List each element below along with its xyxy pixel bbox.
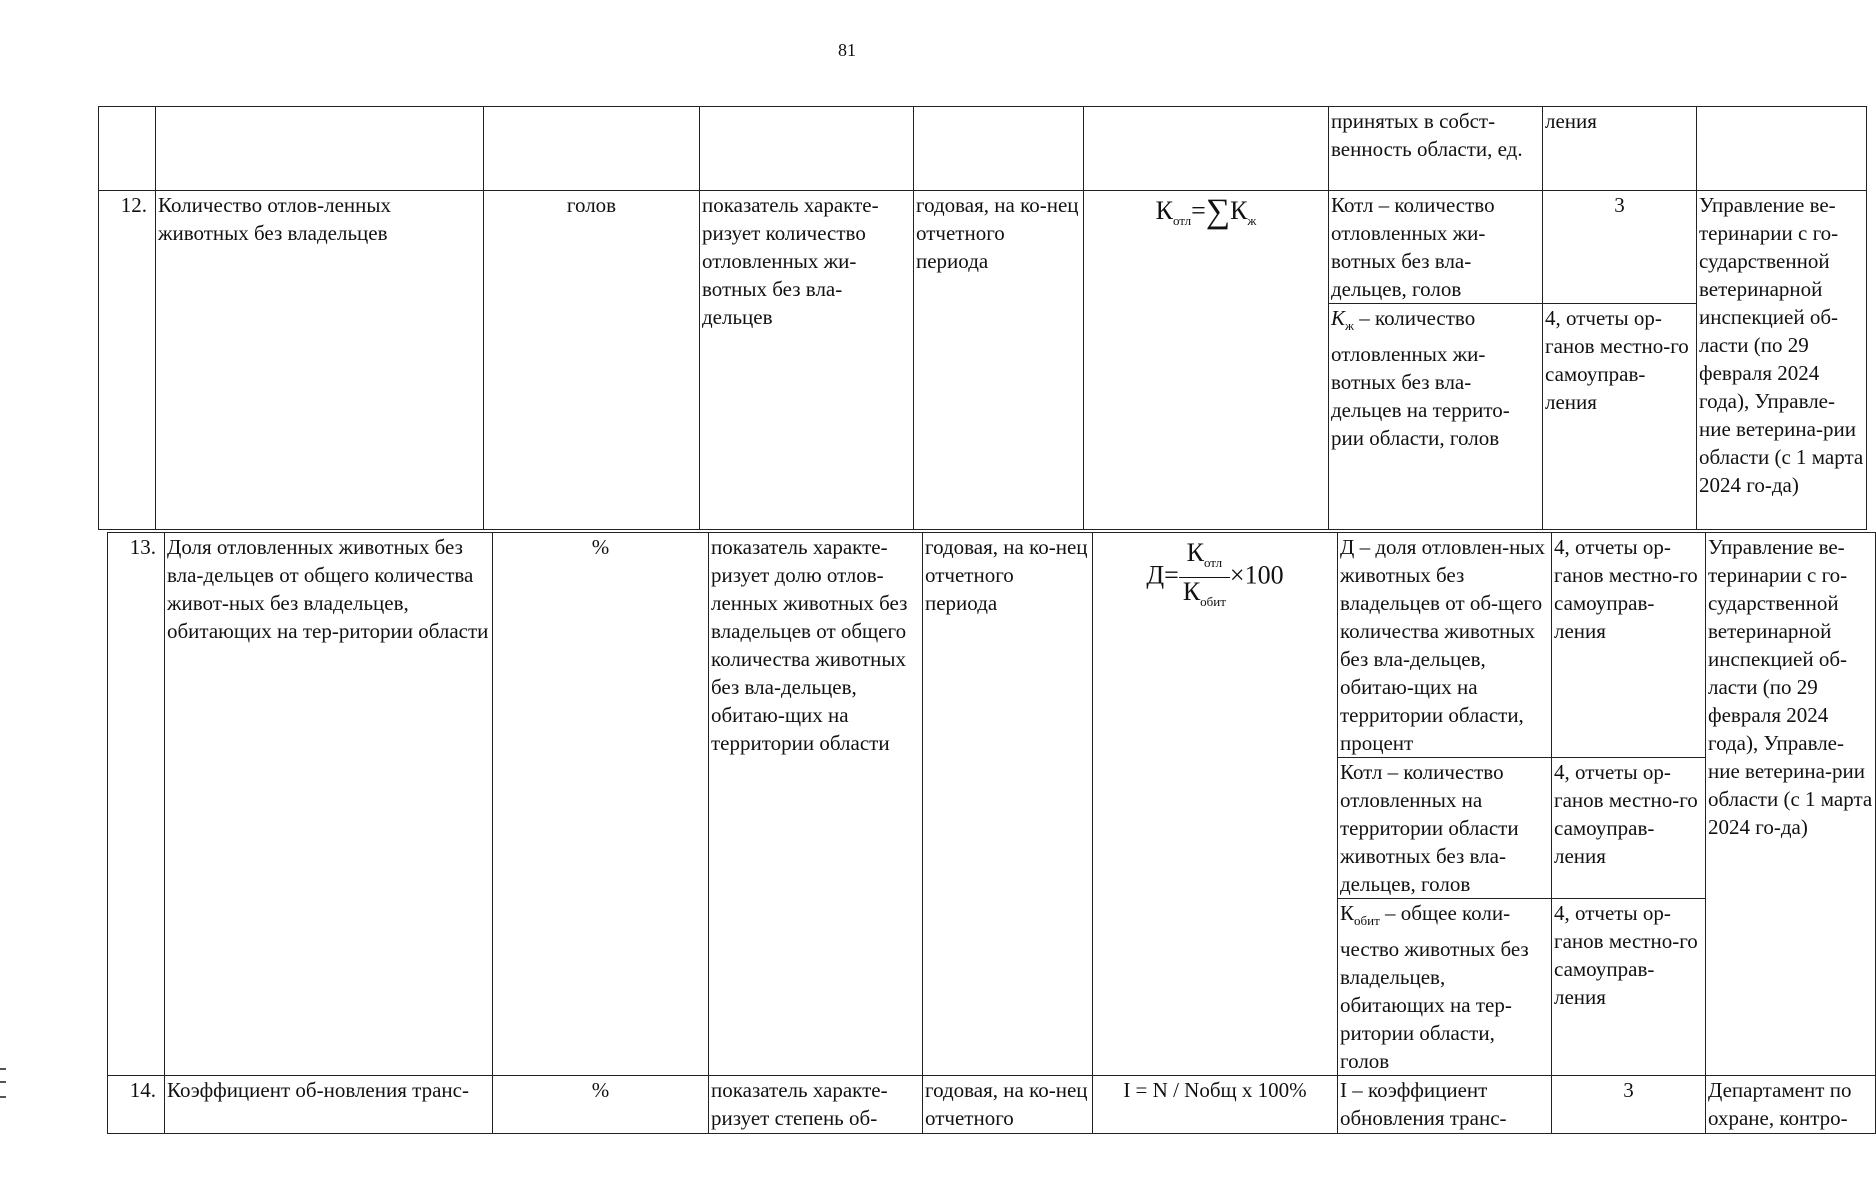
cont-period-cell: [914, 107, 1084, 191]
row-14-periodicity: годовая, на ко-нец отчетного: [923, 1076, 1093, 1134]
row-12-periodicity: годовая, на ко-нец отчетного периода: [914, 191, 1084, 530]
cont-resp-cell: [1697, 107, 1867, 191]
cont-num-cell: [99, 107, 156, 191]
row-13-variable-desc-2: Котл – количество отловленных на территории области животных без вла-дельцев, голов: [1338, 758, 1552, 899]
row-13-periodicity: годовая, на ко-нец отчетного периода: [923, 533, 1093, 1076]
cont-variable-desc: принятых в собст-венность области, ед.: [1329, 107, 1543, 191]
formula-k: К: [1155, 196, 1173, 225]
fraction-numerator: $К_{отл}$: [1179, 539, 1230, 578]
var-sub-obit: обит: [1354, 913, 1380, 929]
row-14-variable-desc-1: I – коэффициент обновления транс-: [1338, 1076, 1552, 1134]
formula-k2: К: [1230, 196, 1248, 225]
continuation-row: [99, 107, 1867, 191]
scan-edge-mark: [0, 1068, 6, 1098]
cont-formula-cell: [1084, 107, 1329, 191]
row-12-responsible: Управление ве-теринарии с го-сударственной ветеринарной инспекцией об-ласти (по 29 февраля 2024 года), Управле-ние ветерина-рии области (с 1 марта 2024 го-да): [1697, 191, 1867, 530]
row-12-number: 12.: [99, 191, 156, 530]
row-13-responsible: Управление ве-теринарии с го-сударственной ветеринарной инспекцией об-ласти (по 29 февраля 2024 года), Управле-ние ветерина-рии области (с 1 марта 2024 го-да): [1706, 533, 1876, 1076]
formula-fraction: [1179, 539, 1230, 616]
table-row-13-a: [108, 533, 1876, 758]
row-12-source-2: 4, отчеты ор-ганов местно-го самоуправ-ления: [1543, 304, 1697, 530]
row-12-variable-desc-1: Котл – количество отловленных жи-вотных без вла-дельцев, голов: [1329, 191, 1543, 304]
cont-name-cell: [156, 107, 484, 191]
row-12-definition: показатель характе-ризует количество отловленных жи-вотных без вла-дельцев: [700, 191, 914, 530]
row-14-definition: показатель характе-ризует степень об-: [709, 1076, 923, 1134]
row-12-source-1: 3: [1543, 191, 1697, 304]
row-12-indicator-name: Количество отлов-ленных животных без владельцев: [156, 191, 484, 530]
row-14-source-1: 3: [1552, 1076, 1706, 1134]
formula-d: Д=: [1146, 560, 1179, 590]
row-14-indicator-name: Коэффициент об-новления транс-: [165, 1076, 493, 1134]
row-14-number: 14.: [108, 1076, 165, 1134]
cont-def-cell: [700, 107, 914, 191]
sum-symbol: ∑: [1205, 193, 1231, 230]
indicator-table-lower: [107, 532, 1876, 1134]
row-12-variable-desc-2: [1329, 304, 1543, 530]
row-13-variable-desc-1: Д – доля отловлен-ных животных без владельцев от об-щего количества животных без вла-дельцев, обитаю-щих на территории области, процент: [1338, 533, 1552, 758]
row-13-unit: %: [493, 533, 709, 1076]
formula-multiplier: ×100: [1229, 560, 1284, 590]
fraction-denominator: $К_{обит}$: [1182, 577, 1226, 610]
var-desc-text: – общее коли-чество животных без владельцев, обитающих на тер-ритории области, голов: [1340, 901, 1529, 1074]
row-12-formula: [1084, 191, 1329, 530]
formula-sub-zh: ж: [1247, 213, 1257, 229]
var-k: К: [1340, 901, 1355, 925]
cont-unit-cell: [484, 107, 700, 191]
table-row-14: [108, 1076, 1876, 1134]
formula-equals: =: [1191, 196, 1206, 225]
var-desc-text: – количество отловленных жи-вотных без вла-дельцев на террито-рии области, голов: [1331, 306, 1510, 451]
var-sub-zh: ж: [1344, 318, 1354, 334]
row-14-formula: I = N / Nобщ x 100%: [1093, 1076, 1338, 1134]
var-k: К: [1331, 306, 1345, 330]
row-13-indicator-name: Доля отловленных животных без вла-дельцев от общего количества живот-ных без владельцев, обитающих на тер-ритории области: [165, 533, 493, 1076]
row-13-source-1: 4, отчеты ор-ганов местно-го самоуправ-ления: [1552, 533, 1706, 758]
page-number: 81: [838, 40, 856, 60]
indicator-table-upper: [98, 106, 1867, 530]
row-13-source-3: 4, отчеты ор-ганов местно-го самоуправ-ления: [1552, 899, 1706, 1076]
row-14-unit: %: [493, 1076, 709, 1134]
row-13-number: 13.: [108, 533, 165, 1076]
formula-sub-otl: отл: [1172, 213, 1192, 229]
row-13-source-2: 4, отчеты ор-ганов местно-го самоуправ-ления: [1552, 758, 1706, 899]
row-13-definition: показатель характе-ризует долю отлов-ленных животных без владельцев от общего количества животных без вла-дельцев, обитаю-щих на территории области: [709, 533, 923, 1076]
cont-source-cell: ления: [1543, 107, 1697, 191]
row-13-formula: [1093, 533, 1338, 1076]
row-13-variable-desc-3: [1338, 899, 1552, 1076]
table-row-12-a: [99, 191, 1867, 304]
row-14-responsible: Департамент по охране, контро-: [1706, 1076, 1876, 1134]
row-12-unit: голов: [484, 191, 700, 530]
